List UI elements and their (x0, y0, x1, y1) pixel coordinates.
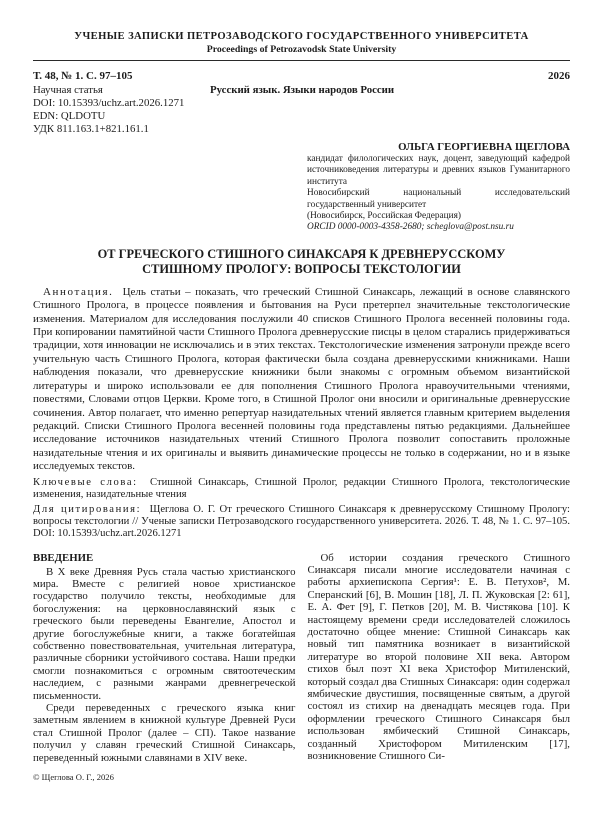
author-university: Новосибирский национальный исследовательский государственный университет (307, 188, 570, 210)
journal-section: Русский язык. Языки народов России (210, 84, 395, 96)
citation-text: Щеглова О. Г. От греческого Стишного Синаксаря к древнерусскому Стишному Прологу: вопросы текстологии // Ученые записки Петрозаводского государственного университета. 2026. Т. 48, № 1. С. 97–105. DOI: 10.15393/uchz.art.2026.1271 (33, 503, 570, 540)
journal-title-ru: УЧЕНЫЕ ЗАПИСКИ ПЕТРОЗАВОДСКОГО ГОСУДАРСТВЕННОГО УНИВЕРСИТЕТА (74, 31, 529, 42)
author-name: ОЛЬГА ГЕОРГИЕВНА ЩЕГЛОВА (398, 141, 570, 153)
citation-label: Для цитирования: (33, 503, 142, 515)
abstract-label: Аннотация. (43, 285, 114, 298)
article-type-row (33, 84, 570, 97)
author-degree: кандидат филологических наук, доцент, заведующий кафедрой источниковедения литературы и древних языков Гуманитарного института (307, 154, 570, 187)
author-block (307, 141, 570, 234)
author-orcid-email: ORCID 0000-0003-4358-2680; scheglova@post.nsu.ru (307, 222, 514, 233)
body-paragraph: Об истории создания греческого Стишного Синаксаря писали многие исследователи начиная с работы архиепископа Сергия¹: Е. В. Петухов², М. Сперанский [6], В. Мошин [18], Л. П. Жуковская [2: 61], Е. А. Фет [9], Г. Петков [20], М. В. Чистякова [10]. К настоящему времени среди исследователей сложилось достаточно общее мнение: Стишной Синаксарь как новый тип памятника возникает в византийской литературе во второй половине XII века. Автором стихов был поэт XI века Христофор Митиленский, который создал два Стишных Синаксаря: один содержал ямбические двустишия, посвященные святым, а другой состоял из стихир на двенадцать месяцев года. При оформлении греческого Стишного Синаксаря был использован ямбический Стишной Синаксарь, созданный Христофором Митиленским [17], возникновение Стишного Си- (307, 551, 570, 763)
left-column (33, 552, 296, 784)
copyright-note: © Щеглова О. Г., 2026 (33, 772, 114, 783)
doi-line: DOI: 10.15393/uchz.art.2026.1271 (33, 97, 185, 109)
author-location: (Новосибирск, Российская Федерация) (307, 211, 461, 222)
article-title-line2: СТИШНОМУ ПРОЛОГУ: ВОПРОСЫ ТЕКСТОЛОГИИ (142, 261, 461, 276)
article-type: Научная статья (33, 84, 103, 96)
abstract (33, 286, 570, 474)
page-header (33, 30, 570, 136)
issue-year: 2026 (548, 70, 570, 82)
journal-title-en: Proceedings of Petrozavodsk State University (206, 44, 397, 55)
article-title-line1: ОТ ГРЕЧЕСКОГО СТИШНОГО СИНАКСАРЯ К ДРЕВНЕРУССКОМУ (97, 246, 506, 261)
abstract-text: Цель статьи – показать, что греческий Стишной Синаксарь, лежащий в основе славянского Стишного Пролога, в процессе появления и бытования на Руси претерпел значительные текстологические изменения. Материалом для исследования послужили 40 списков Стишного Пролога весенней половины года. При копировании памятийной части Стишного Пролога древнерусские писцы в целом старались придерживаться традиции, хотя инновации не исключались и в этих текстах. Текстологические изменения затронули прежде всего учительную часть Стишного Пролога, которая фактически была создана древнерусскими книжниками. Наши наблюдения показали, что древнерусские книжники были знакомы с огромным объемом византийской литературы и широко использовали ее для пополнения Стишного Пролога нравоучительными чтениями, повестями, Словами отцов Церкви. Кроме того, в Стишной Пролог они вносили и оригинальные древнерусские сочинения. Автор полагает, что именно репертуар назидательных чтений является главным критерием выделения редакций. Списки Стишного Пролога весенней половины года представлены пятью редакциями. Дальнейшее исследование источников назидательных чтений Стишного Пролога позволит сопоставить проложные назидательные чтения и их оригиналы и выявить динамические процессы не только в содержании, но и в языке исследуемых текстов. (33, 285, 571, 473)
body-paragraph: В X веке Древняя Русь стала частью христианского мира. Вместе с религией новое христианское государство получило тексты, необходимые для богослужения: на церковнославянский язык с греческого были переведены Евангелие, Апостол и другие богослужебные книги, а также богатейшая собственно повествовательная, учительная литература, различные сборники устойчивого состава. Наши предки смогли познакомиться с огромным святоотеческим наследием, с разными жанрами древнегреческой письменности. (33, 565, 296, 702)
udc-line: УДК 811.163.1+821.161.1 (33, 123, 149, 135)
edn-line: EDN: QLDOTU (33, 110, 106, 122)
header-divider (33, 60, 570, 61)
body-paragraph: Среди переведенных с греческого языка книг заметным явлением в книжной культуре Древней Руси стал Стишной Пролог (далее – СП). Такое название получил у славян греческий Стишной Синаксарь, переведенный южными славянами в XIV веке. (33, 702, 296, 764)
article-title (33, 247, 570, 277)
body-columns (33, 552, 570, 784)
volume-pages: Т. 48, № 1. С. 97–105 (33, 70, 133, 82)
citation (33, 504, 570, 541)
section-heading-introduction: ВВЕДЕНИЕ (33, 551, 94, 564)
keywords (33, 477, 570, 501)
keywords-label: Ключевые слова: (33, 476, 138, 488)
right-column (308, 552, 571, 784)
keywords-text: Стишной Синаксарь, Стишной Пролог, редакции Стишного Пролога, текстологические изменения, назидательные чтения (33, 476, 570, 500)
issue-info-row (33, 70, 570, 83)
